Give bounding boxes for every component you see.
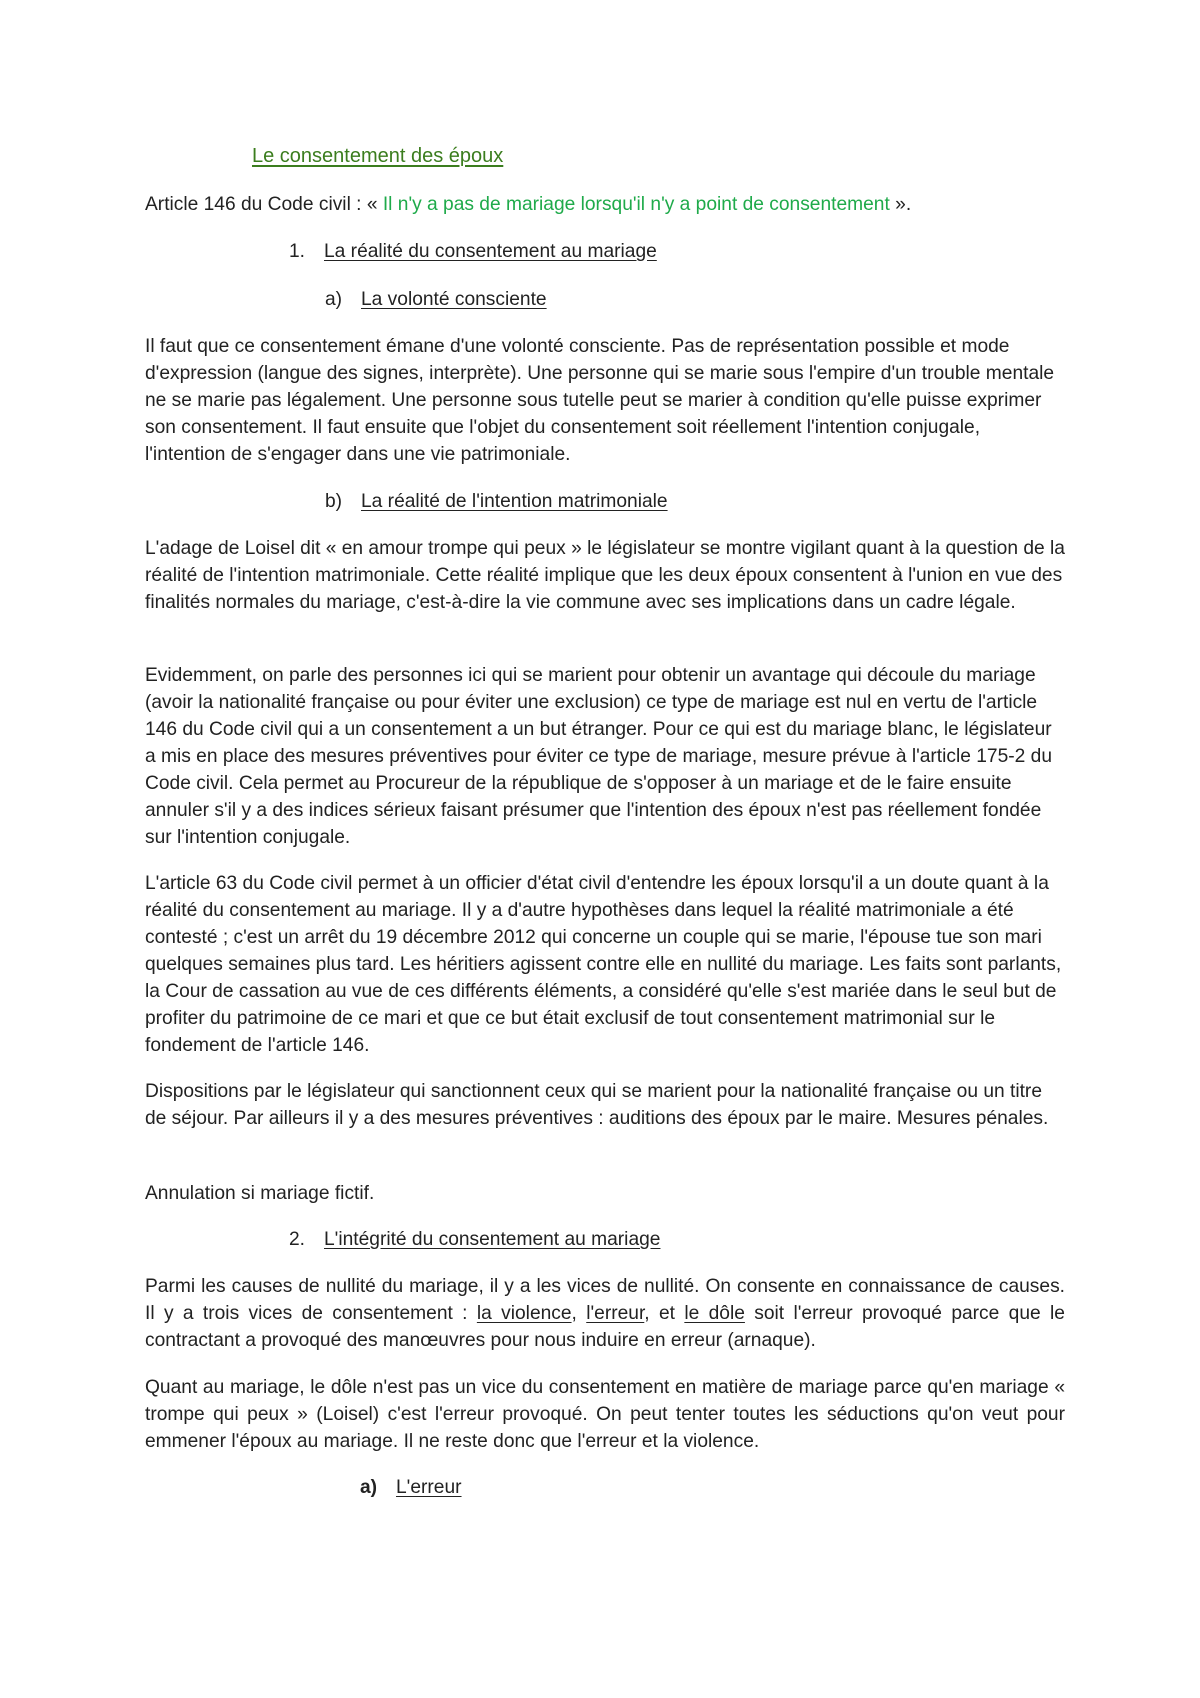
subsection-b-title: La réalité de l'intention matrimoniale xyxy=(361,491,668,512)
paragraph-article-63: L'article 63 du Code civil permet à un officier d'état civil d'entendre les époux lorsqu'il a un doute quant à la réalité du consentement au mariage. Il y a d'autre hypothèses dans lequel la réalité matrimoniale a été contesté ; c'est un arrêt du 19 décembre 2012 qui concerne un couple qui se marie, l'épouse tue son mari quelques semaines plus tard. Les héritiers agissent contre elle en nullité du mariage. Les faits sont parlants, la Cour de cassation au vue de ces différents éléments, a considéré qu'elle s'est mariée dans le seul but de profiter du patrimoine de ce mari et que ce but était exclusif de tout consentement matrimonial sur le fondement de l'article 146. xyxy=(145,873,1062,1056)
vices-text-2: , xyxy=(571,1303,587,1324)
section-1-number: 1. xyxy=(289,241,306,262)
article-prefix: Article 146 du Code civil : « xyxy=(145,194,383,215)
paragraph-annulation: Annulation si mariage fictif. xyxy=(145,1183,375,1204)
article-quote: Il n'y a pas de mariage lorsqu'il n'y a point de consentement xyxy=(382,194,890,215)
article-line xyxy=(145,191,911,218)
subsection-a-heading xyxy=(325,286,547,313)
vices-text-4: soit l'erreur provoqué parce que le contractant a provoqué des manœuvres pour nous induire en erreur (arnaque). xyxy=(145,1303,1065,1351)
paragraph-dole: Quant au mariage, le dôle n'est pas un vice du consentement en matière de mariage parce qu'en mariage « trompe qui peux » (Loisel) c'est l'erreur provoqué. On peut tenter toutes les séductions qu'on veut pour emmener l'époux au mariage. Il ne reste donc que l'erreur et la violence. xyxy=(145,1377,1065,1452)
vices-text-3: , et xyxy=(644,1303,685,1324)
vice-violence: la violence xyxy=(476,1303,572,1324)
subsection-b-heading xyxy=(325,488,668,515)
page-title: Le consentement des époux xyxy=(252,145,504,167)
subsection-2a-letter: a) xyxy=(360,1477,378,1498)
subsection-2a-title: L'erreur xyxy=(396,1477,462,1498)
paragraph-loisel: L'adage de Loisel dit « en amour trompe qui peux » le législateur se montre vigilant quant à la question de la réalité de l'intention matrimoniale. Cette réalité implique que les deux époux consentent à l'union en vue des finalités normales du mariage, c'est-à-dire la vie commune avec ses implications dans un cadre légale. xyxy=(145,538,1065,613)
subsection-a-title: La volonté consciente xyxy=(361,289,547,310)
paragraph-vices xyxy=(145,1273,1065,1354)
subsection-2a-heading xyxy=(360,1474,462,1501)
vice-erreur: l'erreur xyxy=(586,1303,645,1324)
paragraph-dispositions: Dispositions par le législateur qui sanctionnent ceux qui se marient pour la nationalité française ou un titre de séjour. Par ailleurs il y a des mesures préventives : auditions des époux par le maire. Mesures pénales. xyxy=(145,1081,1049,1129)
vices-text-1: Parmi les causes de nullité du mariage, il y a les vices de nullité. On consente en connaissance de causes. Il y a trois vices de consentement : xyxy=(145,1276,1065,1324)
vice-dole: le dôle xyxy=(684,1303,745,1324)
paragraph-avantage: Evidemment, on parle des personnes ici qui se marient pour obtenir un avantage qui découle du mariage (avoir la nationalité française ou pour éviter une exclusion) ce type de mariage est nul en vertu de l'article 146 du Code civil qui a un consentement a un but étranger. Pour ce qui est du mariage blanc, le législateur a mis en place des mesures préventives pour éviter ce type de mariage, mesure prévue à l'article 175-2 du Code civil. Cela permet au Procureur de la république de s'opposer à un mariage et de le faire ensuite annuler s'il y a des indices sérieux faisant présumer que l'intention des époux n'est pas réellement fondée sur l'intention conjugale. xyxy=(145,665,1053,848)
article-suffix: ». xyxy=(889,194,912,215)
subsection-b-letter: b) xyxy=(325,491,343,512)
section-1-title: La réalité du consentement au mariage xyxy=(324,241,657,262)
paragraph-volonte: Il faut que ce consentement émane d'une volonté consciente. Pas de représentation possible et mode d'expression (langue des signes, interprète). Une personne qui se marie sous l'empire d'un trouble mentale ne se marie pas légalement. Une personne sous tutelle peut se marier à condition qu'elle puisse exprimer son consentement. Il faut ensuite que l'objet du consentement soit réellement l'intention conjugale, l'intention de s'engager dans une vie patrimoniale. xyxy=(145,336,1055,465)
section-1-heading xyxy=(289,238,657,265)
section-2-title: L'intégrité du consentement au mariage xyxy=(324,1229,661,1250)
subsection-a-letter: a) xyxy=(325,289,343,310)
section-2-heading xyxy=(289,1226,660,1253)
section-2-number: 2. xyxy=(289,1229,306,1250)
